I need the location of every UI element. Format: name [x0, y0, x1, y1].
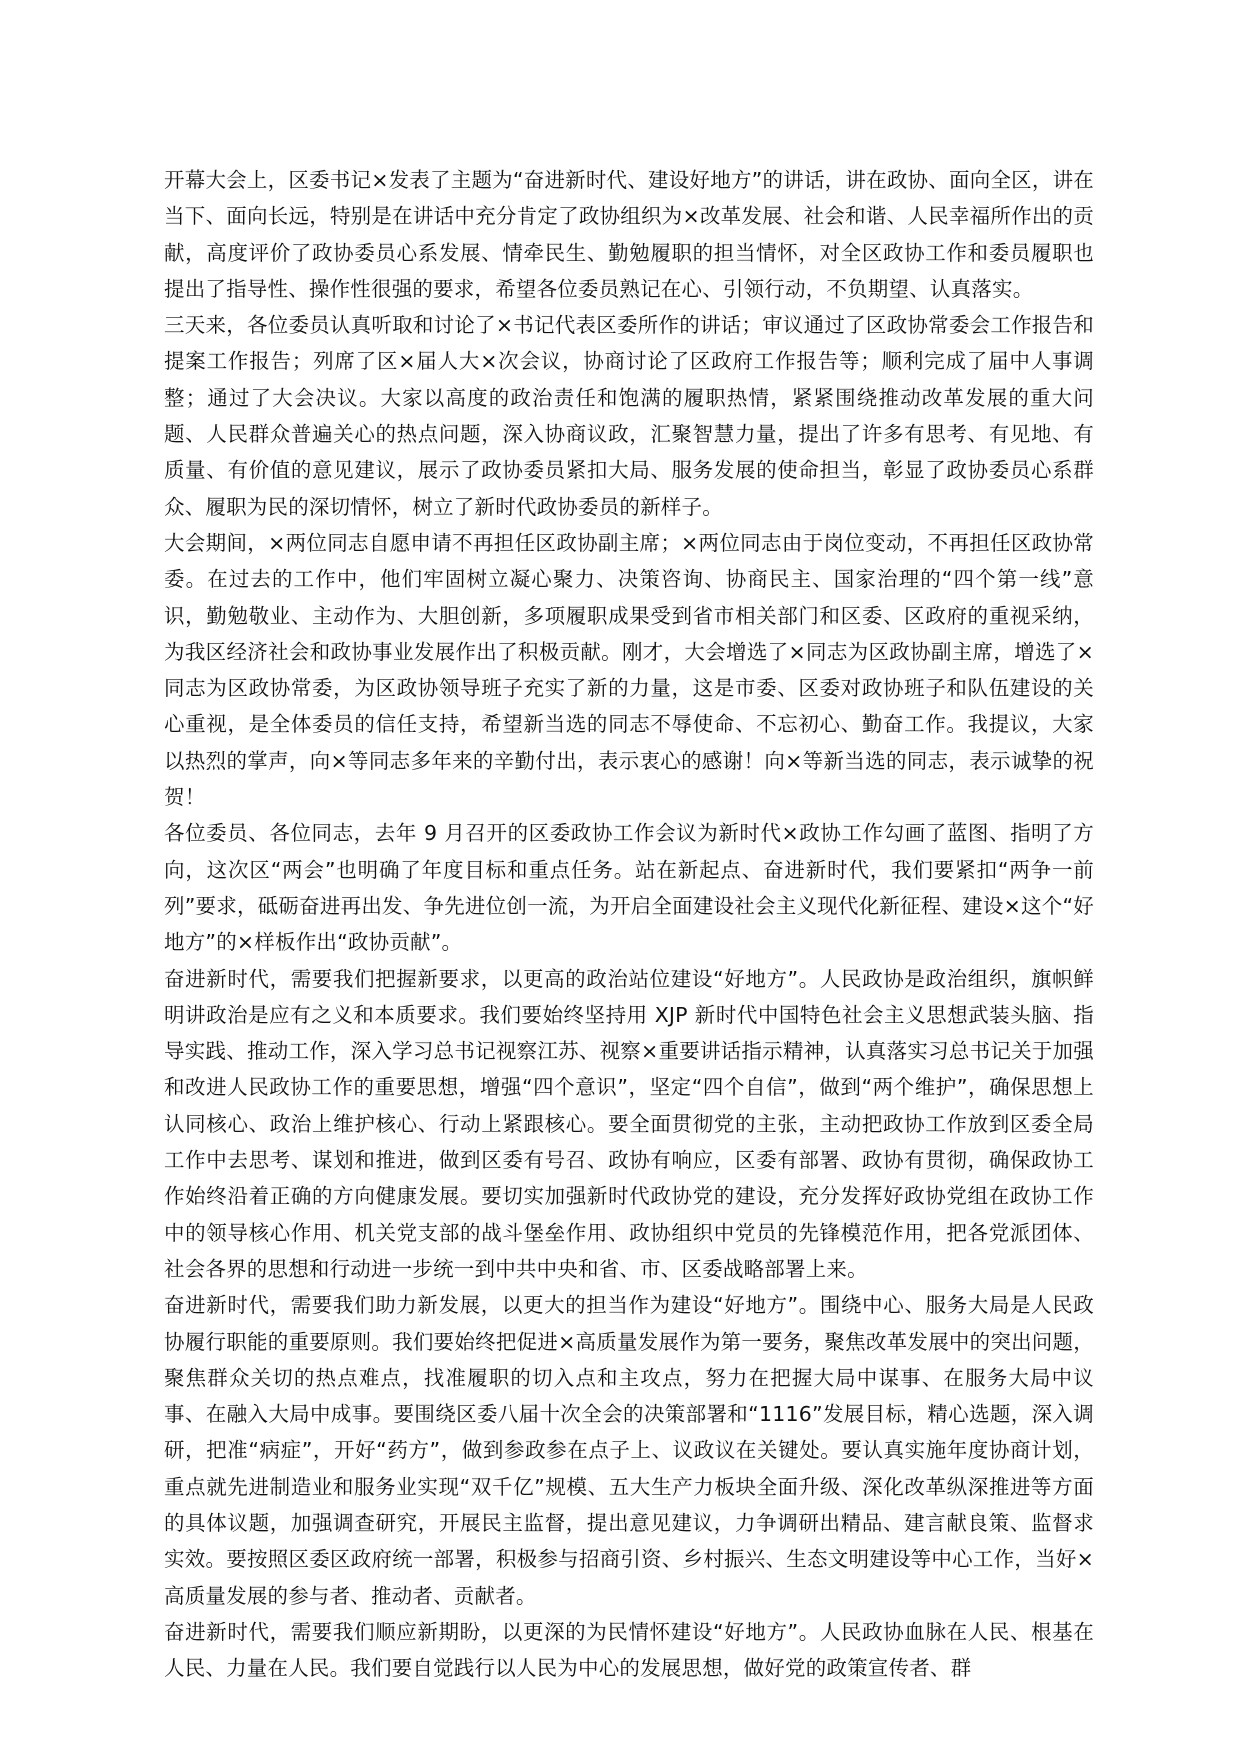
- paragraph-people-oriented: 奋进新时代，需要我们顺应新期盼，以更深的为民情怀建设“好地方”。人民政协血脉在人民、根基在人民、力量在人民。我们要自觉践行以人民为中心的发展思想，做好党的政策宣传者、群: [164, 1619, 1094, 1681]
- paragraph-political-stance: 奋进新时代，需要我们把握新要求，以更高的政治站位建设“好地方”。人民政协是政治组织，旗帜鲜明讲政治是应有之义和本质要求。我们要始终坚持用 XJP 新时代中国特色社会主义思想武装头脑、指导实践、推动工作，深入学习总书记视察江苏、视察×重要讲话指示精神，认真落实习总书记关于加强和改进人民政协工作的重要思想，增强“四个意识”，坚定“四个自信”，做到“两个维护”，确保思想上认同核心、政治上维护核心、行动上紧跟核心。要全面贯彻党的主张，主动把政协工作放到区委全局工作中去思考、谋划和推进，做到区委有号召、政协有响应，区委有部署、政协有贯彻，确保政协工作始终沿着正确的方向健康发展。要切实加强新时代政协党的建设，充分发挥好政协党组在政协工作中的领导核心作用、机关党支部的战斗堡垒作用、政协组织中党员的先锋模范作用，把各党派团体、社会各界的思想和行动进一步统一到中共中央和省、市、区委战略部署上来。: [164, 966, 1094, 1281]
- paragraph-three-days-review: 三天来，各位委员认真听取和讨论了×书记代表区委所作的讲话；审议通过了区政协常委会工作报告和提案工作报告；列席了区×届人大×次会议，协商讨论了区政府工作报告等；顺利完成了届中人事调整；通过了大会决议。大家以高度的政治责任和饱满的履职热情，紧紧围绕推动改革发展的重大问题、人民群众普遍关心的热点问题，深入协商议政，汇聚智慧力量，提出了许多有思考、有见地、有质量、有价值的意见建议，展示了政协委员紧扣大局、服务发展的使命担当，彰显了政协委员心系群众、履职为民的深切情怀，树立了新时代政协委员的新样子。: [164, 313, 1094, 519]
- paragraph-development: 奋进新时代，需要我们助力新发展，以更大的担当作为建设“好地方”。围绕中心、服务大局是人民政协履行职能的重要原则。我们要始终把促进×高质量发展作为第一要务，聚焦改革发展中的突出问题，聚焦群众关切的热点难点，找准履职的切入点和主攻点，努力在把握大局中谋事、在服务大局中议事、在融入大局中成事。要围绕区委八届十次全会的决策部署和“1116”发展目标，精心选题，深入调研，把准“病症”，开好“药方”，做到参政参在点子上、议政议在关键处。要认真实施年度协商计划，重点就先进制造业和服务业实现“双千亿”规模、五大生产力板块全面升级、深化改革纵深推进等方面的具体议题，加强调查研究，开展民主监督，提出意见建议，力争调研出精品、建言献良策、监督求实效。要按照区委区政府统一部署，积极参与招商引资、乡村振兴、生态文明建设等中心工作，当好×高质量发展的参与者、推动者、贡献者。: [164, 1293, 1094, 1608]
- paragraph-personnel-changes: 大会期间，×两位同志自愿申请不再担任区政协副主席；×两位同志由于岗位变动，不再担任区政协常委。在过去的工作中，他们牢固树立凝心聚力、决策咨询、协商民主、国家治理的“四个第一线”意识，勤勉敬业、主动作为、大胆创新，多项履职成果受到省市相关部门和区委、区政府的重视采纳，为我区经济社会和政协事业发展作出了积极贡献。刚才，大会增选了×同志为区政协副主席，增选了×同志为区政协常委，为区政协领导班子充实了新的力量，这是市委、区委对政协班子和队伍建设的关心重视，是全体委员的信任支持，希望新当选的同志不辱使命、不忘初心、勤奋工作。我提议，大家以热烈的掌声，向×等同志多年来的辛勤付出，表示衷心的感谢！向×等新当选的同志，表示诚挚的祝贺！: [164, 530, 1094, 810]
- document-body: [164, 162, 1094, 1686]
- paragraph-opening-speech: 开幕大会上，区委书记×发表了主题为“奋进新时代、建设好地方”的讲话，讲在政协、面向全区，讲在当下、面向长远，特别是在讲话中充分肯定了政协组织为×改革发展、社会和谐、人民幸福所作出的贡献，高度评价了政协委员心系发展、情牵民生、勤勉履职的担当情怀，对全区政协工作和委员履职也提出了指导性、操作性很强的要求，希望各位委员熟记在心、引领行动，不负期望、认真落实。: [164, 168, 1094, 301]
- paragraph-annual-goals: 各位委员、各位同志，去年 9 月召开的区委政协工作会议为新时代×政协工作勾画了蓝图、指明了方向，这次区“两会”也明确了年度目标和重点任务。站在新起点、奋进新时代，我们要紧扣“两争一前列”要求，砥砺奋进再出发、争先进位创一流，为开启全面建设社会主义现代化新征程、建设×这个“好地方”的×样板作出“政协贡献”。: [164, 821, 1094, 955]
